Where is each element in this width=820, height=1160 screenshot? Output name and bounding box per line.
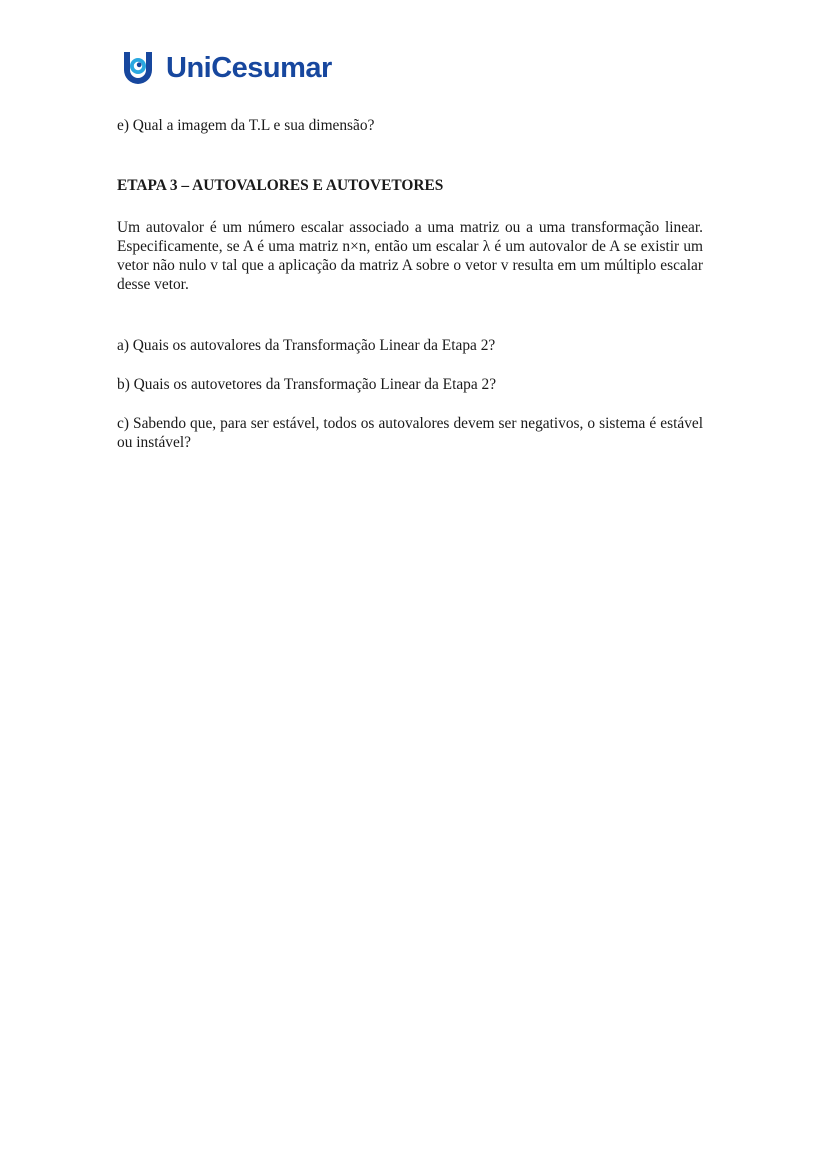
question-a: a) Quais os autovalores da Transformação Linear da Etapa 2?: [117, 337, 496, 354]
question-c: c) Sabendo que, para ser estável, todos os autovalores devem ser negativos, o sistema é estável ou instável?: [117, 415, 703, 451]
section-heading: ETAPA 3 – AUTOVALORES E AUTOVETORES: [117, 177, 444, 194]
header-logo: [118, 46, 332, 90]
logo-text: UniCesumar: [166, 51, 332, 84]
question-e: e) Qual a imagem da T.L e sua dimensão?: [117, 117, 375, 134]
document-body: [117, 116, 703, 452]
intro-paragraph: Um autovalor é um número escalar associado a uma matriz ou a uma transformação linear. Especificamente, se A é uma matriz n×n, então um escalar λ é um autovalor de A se existir um vetor não nulo v tal que a aplicação da matriz A sobre o vetor v resulta em um múltiplo escalar desse vetor.: [117, 219, 703, 293]
question-b: b) Quais os autovetores da Transformação Linear da Etapa 2?: [117, 376, 497, 393]
unicesumar-logo-icon: [118, 48, 158, 88]
